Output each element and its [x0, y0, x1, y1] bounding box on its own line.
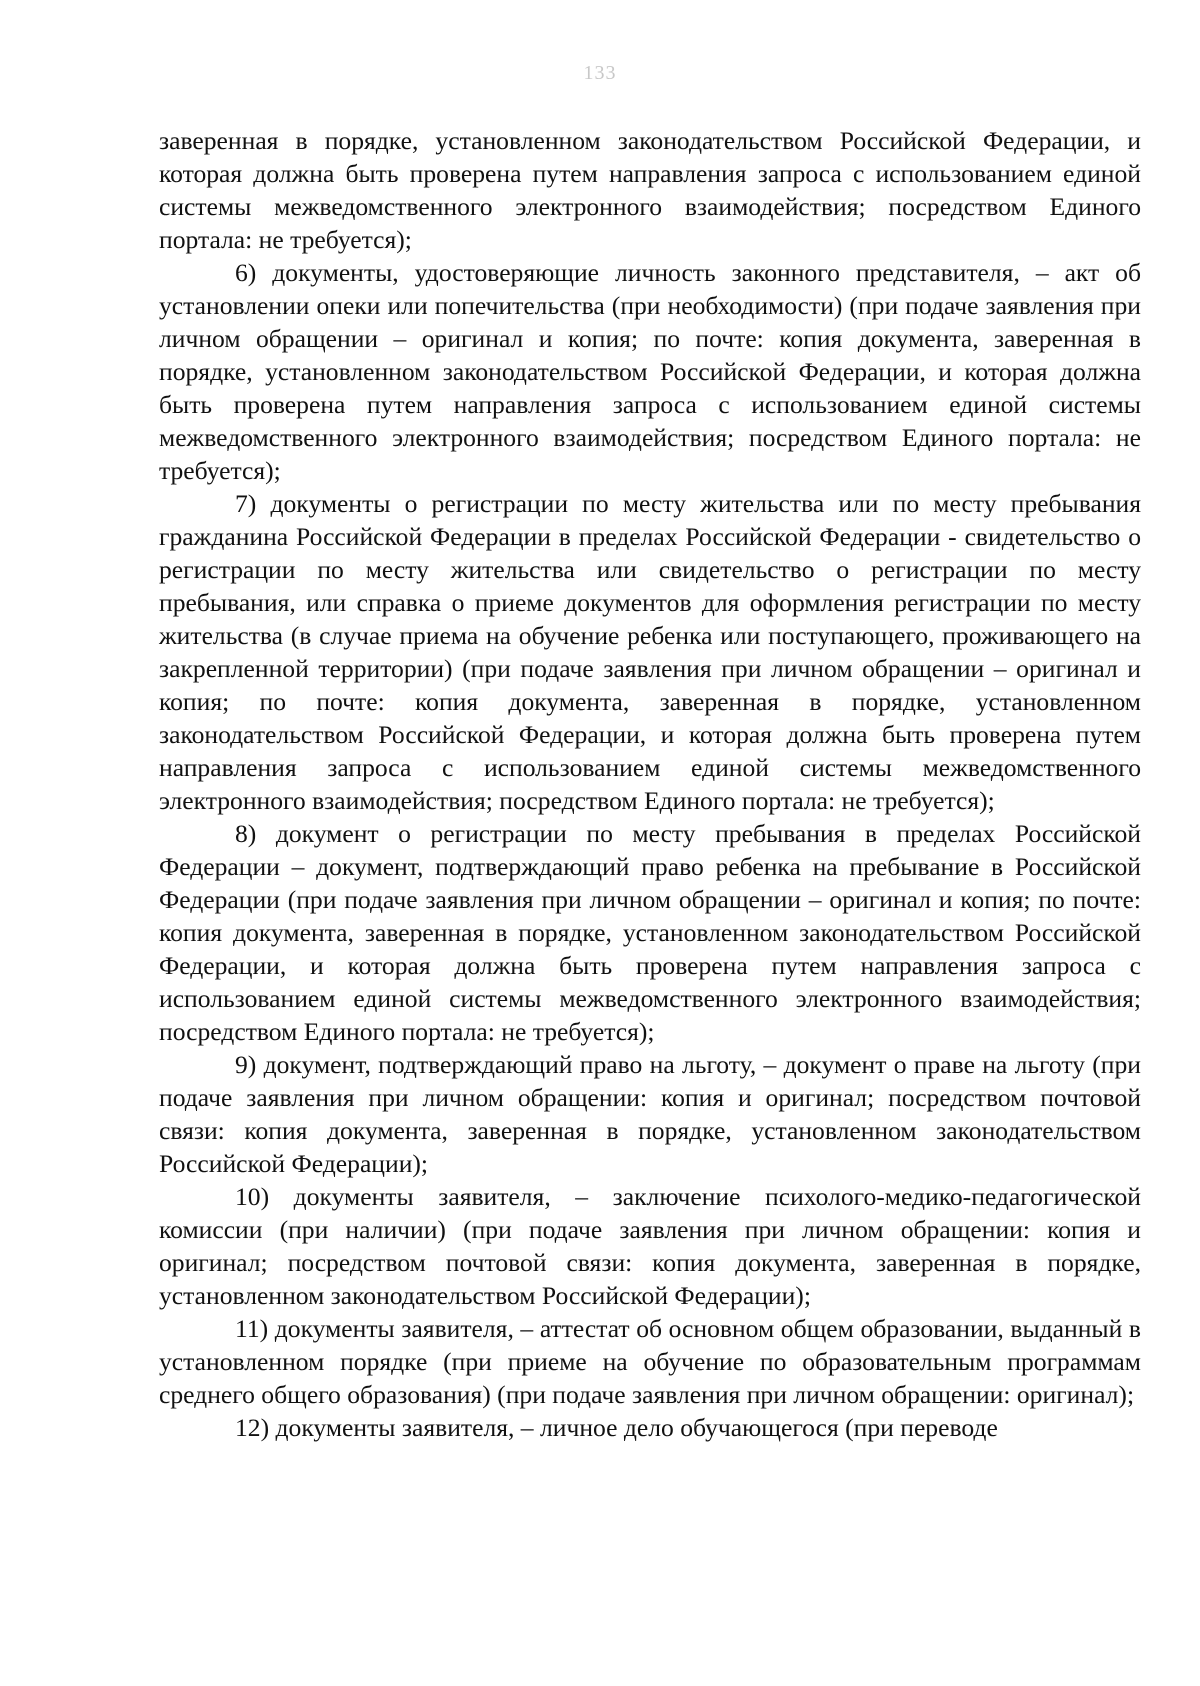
paragraph-item-8: 8) документ о регистрации по месту пребывания в пределах Российской Федерации – документ, подтверждающий право ребенка на пребывание в Российской Федерации (при подаче заявления при личном обращении – оригинал и копия; по почте: копия документа, заверенная в порядке, установленном законодательством Российской Федерации, и которая должна быть проверена путем направления запроса с использованием единой системы межведомственного электронного взаимодействия; посредством Единого портала: не требуется);: [159, 819, 1141, 1046]
paragraph-item-10: 10) документы заявителя, – заключение психолого-медико-педагогической комиссии (при наличии) (при подаче заявления при личном обращении: копия и оригинал; посредством почтовой связи: копия документа, заверенная в порядке, установленном законодательством Российской Федерации);: [159, 1182, 1141, 1310]
paragraph-item-9: 9) документ, подтверждающий право на льготу, – документ о праве на льготу (при подаче заявления при личном обращении: копия и оригинал; посредством почтовой связи: копия документа, заверенная в порядке, установленном законодательством Российской Федерации);: [159, 1050, 1141, 1178]
paragraph-continuation: заверенная в порядке, установленном законодательством Российской Федерации, и которая должна быть проверена путем направления запроса с использованием единой системы межведомственного электронного взаимодействия; посредством Единого портала: не требуется);: [159, 126, 1141, 254]
document-body: [159, 124, 1141, 1444]
paragraph-item-12: 12) документы заявителя, – личное дело обучающегося (при переводе: [235, 1413, 998, 1442]
paragraph-item-11: 11) документы заявителя, – аттестат об основном общем образовании, выданный в установленном порядке (при приеме на обучение по образовательным программам среднего общего образования) (при подаче заявления при личном обращении: оригинал);: [159, 1314, 1141, 1409]
paragraph-item-6: 6) документы, удостоверяющие личность законного представителя, – акт об установлении опеки или попечительства (при необходимости) (при подаче заявления при личном обращении – оригинал и копия; по почте: копия документа, заверенная в порядке, установленном законодательством Российской Федерации, и которая должна быть проверена путем направления запроса с использованием единой системы межведомственного электронного взаимодействия; посредством Единого портала: не требуется);: [159, 258, 1141, 485]
page-number: 133: [583, 62, 617, 84]
paragraph-item-7: 7) документы о регистрации по месту жительства или по месту пребывания гражданина Российской Федерации в пределах Российской Федерации - свидетельство о регистрации по месту жительства или свидетельство о регистрации по месту пребывания, или справка о приеме документов для оформления регистрации по месту жительства (в случае приема на обучение ребенка или поступающего, проживающего на закрепленной территории) (при подаче заявления при личном обращении – оригинал и копия; по почте: копия документа, заверенная в порядке, установленном законодательством Российской Федерации, и которая должна быть проверена путем направления запроса с использованием единой системы межведомственного электронного взаимодействия; посредством Единого портала: не требуется);: [159, 489, 1141, 815]
